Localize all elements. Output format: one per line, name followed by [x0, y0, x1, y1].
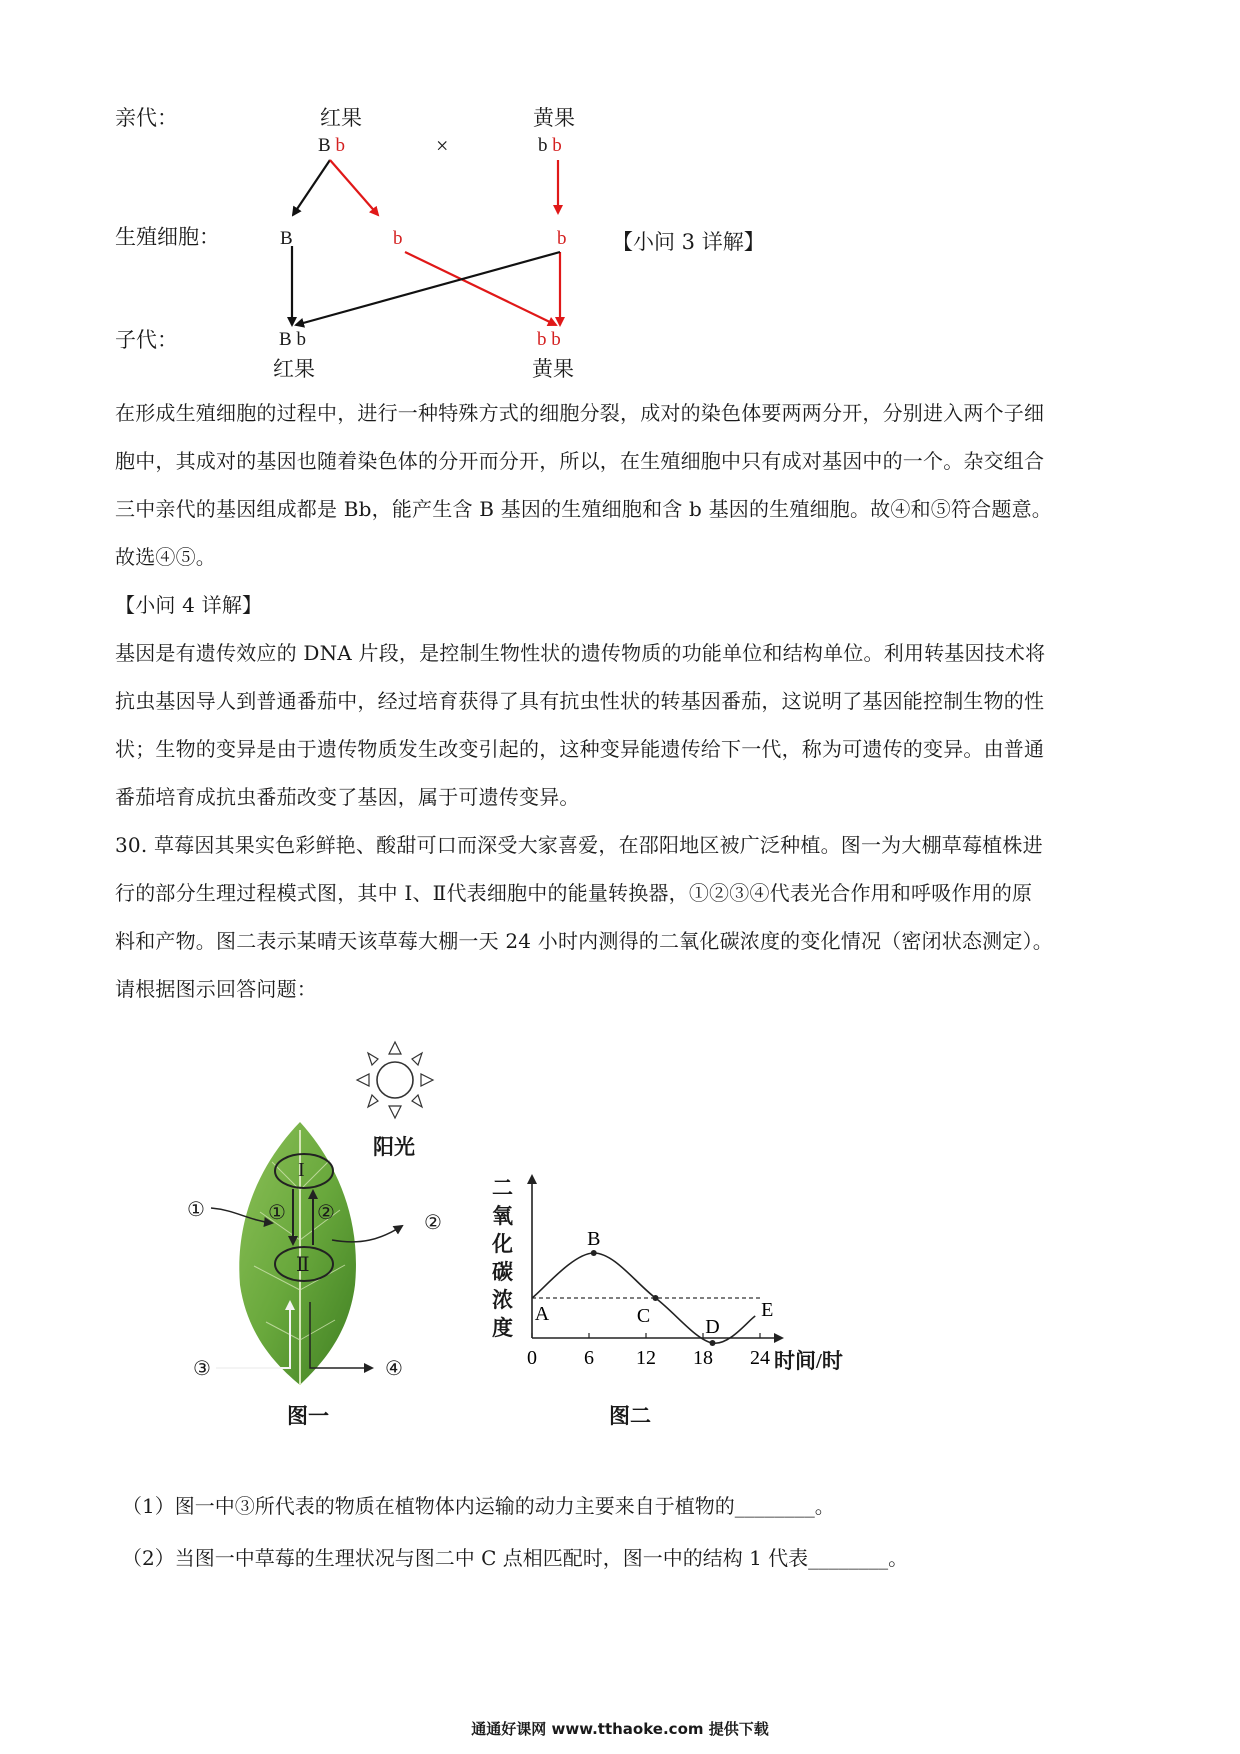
x-tick-label: 0 — [527, 1347, 537, 1369]
parent-right-genotype: b b — [538, 135, 562, 156]
questions — [122, 1480, 1122, 1584]
figure-1-caption: 图一 — [287, 1403, 329, 1428]
parent-left-phenotype: 红果 — [320, 106, 362, 130]
gamete-B: B — [280, 228, 293, 249]
point-B — [591, 1250, 597, 1256]
q4-line: 基因是有遗传效应的 DNA 片段，是控制生物性状的遗传物质的功能单位和结构单位。利用转基因技术将 — [115, 641, 1046, 665]
co2-chart — [520, 1170, 790, 1370]
y-label-char: 氧 — [492, 1203, 513, 1228]
q4-line: 番茄培育成抗虫番茄改变了基因，属于可遗传变异。 — [115, 785, 580, 809]
row-label-gametes: 生殖细胞： — [115, 225, 220, 249]
parent-right-phenotype: 黄果 — [533, 106, 575, 130]
row-label-parents: 亲代： — [115, 106, 178, 130]
structure-1-label: I — [298, 1159, 305, 1181]
arrow-b-to-gamete — [330, 160, 378, 215]
mark-1-outside: ① — [187, 1199, 205, 1221]
point-D — [710, 1340, 716, 1346]
q4-line: 状；生物的变异是由于遗传物质发生改变引起的，这种变异能遗传给下一代，称为可遗传的变异。由普通 — [115, 737, 1045, 761]
mark-1-inside: ① — [268, 1202, 286, 1224]
offspring-right-phenotype: 黄果 — [532, 357, 574, 381]
y-label-char: 化 — [492, 1231, 513, 1256]
question-2: （2）当图一中草莓的生理状况与图二中 C 点相匹配时，图一中的结构 1 代表________。 — [122, 1546, 909, 1570]
arrow-B-to-gamete — [293, 160, 330, 215]
y-label-char: 浓 — [492, 1287, 513, 1312]
heading-q3: 【小问 3 详解】 — [612, 230, 765, 254]
parent-left-genotype: B b — [318, 135, 345, 156]
y-label-char: 二 — [492, 1175, 513, 1200]
point-label-E: E — [761, 1299, 774, 1321]
point-label-D: D — [705, 1316, 720, 1338]
q30-line: 30. 草莓因其果实色彩鲜艳、酸甜可口而深受大家喜爱，在邵阳地区被广泛种植。图一为大棚草莓植株进 — [115, 833, 1043, 857]
point-label-A: A — [534, 1303, 550, 1325]
q30-line: 请根据图示回答问题： — [115, 977, 317, 1001]
q3-line: 三中亲代的基因组成都是 Bb，能产生含 B 基因的生殖细胞和含 b 基因的生殖细胞。故④和⑤符合题意。 — [115, 497, 1052, 521]
x-tick-label: 6 — [584, 1347, 594, 1369]
heading-q4: 【小问 4 详解】 — [115, 593, 263, 617]
x-tick-label: 24 — [750, 1347, 770, 1369]
q30-line: 料和产物。图二表示某晴天该草莓大棚一天 24 小时内测得的二氧化碳浓度的变化情况（密闭状态测定）。 — [115, 929, 1053, 953]
q3-line: 故选④⑤。 — [115, 545, 216, 569]
footer: 通通好课网 www.tthaoke.com 提供下载 — [471, 1720, 769, 1738]
x-tick-label: 18 — [693, 1347, 713, 1369]
y-label-char: 碳 — [492, 1259, 513, 1284]
gamete-b-right: b — [557, 228, 567, 249]
q4-line: 抗虫基因导人到普通番茄中，经过培育获得了具有抗虫性状的转基因番茄，这说明了基因能控制生物的性 — [115, 689, 1045, 713]
cross-symbol: × — [436, 133, 449, 158]
point-label-C: C — [636, 1305, 651, 1327]
q3-explanation — [115, 389, 1130, 1013]
q3-line: 在形成生殖细胞的过程中，进行一种特殊方式的细胞分裂，成对的染色体要两两分开，分别进入两个子细 — [115, 401, 1045, 425]
q30-line: 行的部分生理过程模式图，其中 I、Ⅱ代表细胞中的能量转换器，①②③④代表光合作用和呼吸作用的原 — [115, 881, 1033, 905]
mark-2-inside: ② — [317, 1202, 335, 1224]
mark-2-outside: ② — [424, 1212, 442, 1234]
gamete-b-left: b — [393, 228, 403, 249]
row-label-offspring: 子代： — [115, 328, 178, 352]
q3-line: 胞中，其成对的基因也随着染色体的分开而分开，所以，在生殖细胞中只有成对基因中的一个。杂交组合 — [115, 449, 1045, 473]
x-tick-label: 12 — [636, 1347, 656, 1369]
offspring-left-phenotype: 红果 — [273, 357, 315, 381]
point-C — [653, 1295, 659, 1301]
x-axis-label: 时间/时 — [774, 1349, 843, 1373]
cross-arrows — [0, 0, 1240, 420]
question-1: （1）图一中③所代表的物质在植物体内运输的动力主要来自于植物的________。 — [122, 1494, 835, 1518]
sun-icon — [357, 1042, 433, 1118]
figure-2-caption: 图二 — [609, 1403, 651, 1428]
offspring-left-genotype: B b — [279, 329, 306, 350]
mark-3: ③ — [193, 1358, 211, 1380]
offspring-right-genotype: b b — [537, 329, 561, 350]
mark-4: ④ — [385, 1358, 403, 1380]
y-label-char: 度 — [492, 1315, 513, 1340]
point-label-B: B — [587, 1228, 601, 1250]
structure-2-label: Ⅱ — [296, 1254, 310, 1276]
sun-label: 阳光 — [373, 1134, 415, 1159]
y-axis-label — [492, 1174, 516, 1342]
